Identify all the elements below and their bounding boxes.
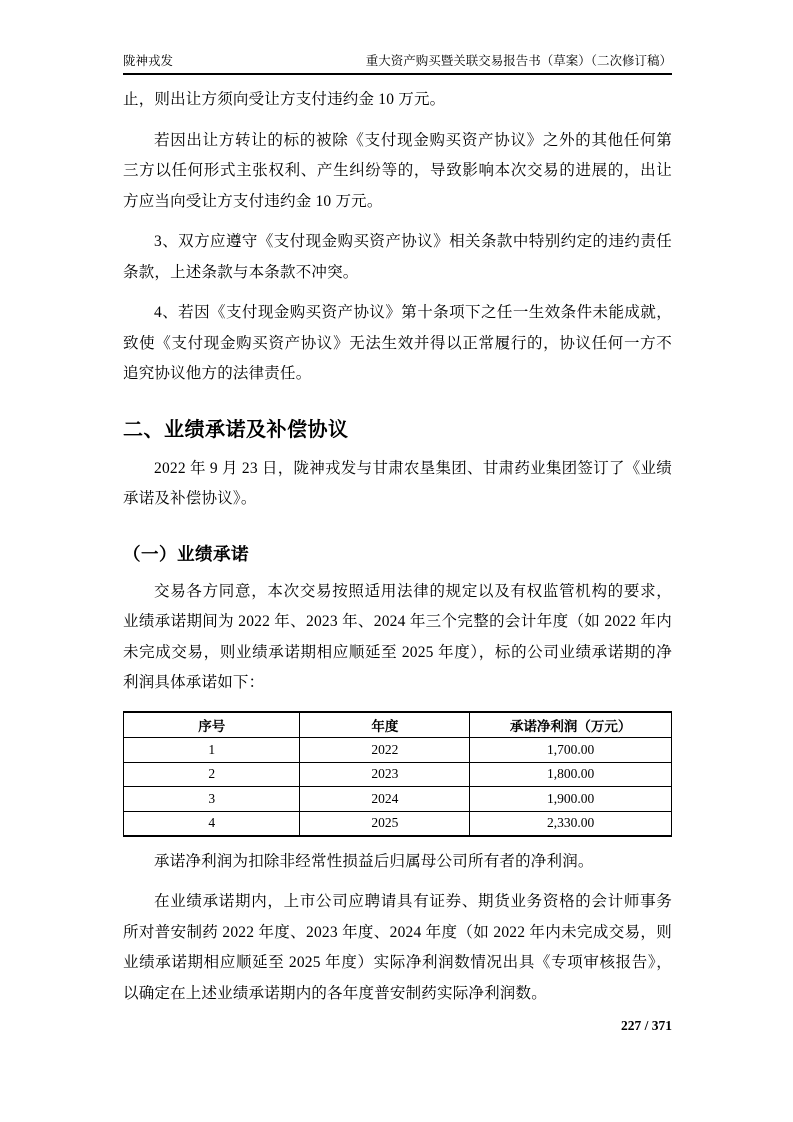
table-header-row [124, 712, 672, 738]
cell-seq: 2 [124, 762, 300, 787]
column-header-year: 年度 [300, 712, 470, 738]
cell-seq: 1 [124, 738, 300, 763]
column-header-seq: 序号 [124, 712, 300, 738]
cell-year: 2024 [300, 787, 470, 812]
paragraph-breach-third-party: 若因出让方转让的标的被除《支付现金购买资产协议》之外的其他任何第三方以任何形式主张权利、产生纠纷等的，导致影响本次交易的进展的，出让方应当向受让方支付违约金 10 万元。 [123, 131, 672, 210]
subsection-title-performance-promise: （一）业绩承诺 [123, 543, 249, 564]
cell-profit: 1,800.00 [470, 762, 672, 787]
cell-profit: 1,700.00 [470, 738, 672, 763]
paragraph-clause-3: 3、双方应遵守《支付现金购买资产协议》相关条款中特别约定的违约责任条款，上述条款与本条款不冲突。 [123, 233, 672, 281]
page-number: 227 / 371 [620, 1018, 672, 1033]
paragraph-continuation: 止，则出让方须向受让方支付违约金 10 万元。 [123, 91, 446, 108]
paragraph-commitment-period: 交易各方同意，本次交易按照适用法律的规定以及有权监管机构的要求，业绩承诺期间为 2022 年、2023 年、2024 年三个完整的会计年度（如 2022 年内未完成交易，则业绩承诺期相应顺延至 2025 年度），标的公司业绩承诺期的净利润具体承诺如下： [123, 582, 672, 691]
cell-profit: 2,330.00 [470, 811, 672, 836]
cell-year: 2023 [300, 762, 470, 787]
table-row [124, 811, 672, 836]
cell-year: 2025 [300, 811, 470, 836]
table-row [124, 762, 672, 787]
cell-profit: 1,900.00 [470, 787, 672, 812]
table-row [124, 787, 672, 812]
header-report-title: 重大资产购买暨关联交易报告书（草案）（二次修订稿） [365, 54, 672, 68]
cell-year: 2022 [300, 738, 470, 763]
paragraph-audit-requirement: 在业绩承诺期内，上市公司应聘请具有证券、期货业务资格的会计师事务所对普安制药 2022 年度、2023 年度、2024 年度（如 2022 年内未完成交易，则业绩承诺期相应顺延至 2025 年度）实际净利润数情况出具《专项审核报告》，以确定在上述业绩承诺期内的各年度普安制药实际净利润数。 [123, 893, 672, 1002]
column-header-profit: 承诺净利润（万元） [470, 712, 672, 738]
paragraph-clause-4: 4、若因《支付现金购买资产协议》第十条项下之任一生效条件未能成就，致使《支付现金购买资产协议》无法生效并得以正常履行的，协议任何一方不追究协议他方的法律责任。 [123, 304, 672, 382]
cell-seq: 4 [124, 811, 300, 836]
section-title-performance-commitment: 二、业绩承诺及补偿协议 [123, 418, 349, 441]
header-company-name: 陇神戎发 [123, 54, 174, 68]
paragraph-agreement-signing: 2022 年 9 月 23 日，陇神戎发与甘肃农垦集团、甘肃药业集团签订了《业绩承诺及补偿协议》。 [123, 459, 672, 507]
paragraph-net-profit-definition: 承诺净利润为扣除非经常性损益后归属母公司所有者的净利润。 [154, 852, 594, 870]
table-row [124, 738, 672, 763]
page-header [123, 0, 672, 75]
promised-net-profit-table [123, 711, 672, 837]
cell-seq: 3 [124, 787, 300, 812]
